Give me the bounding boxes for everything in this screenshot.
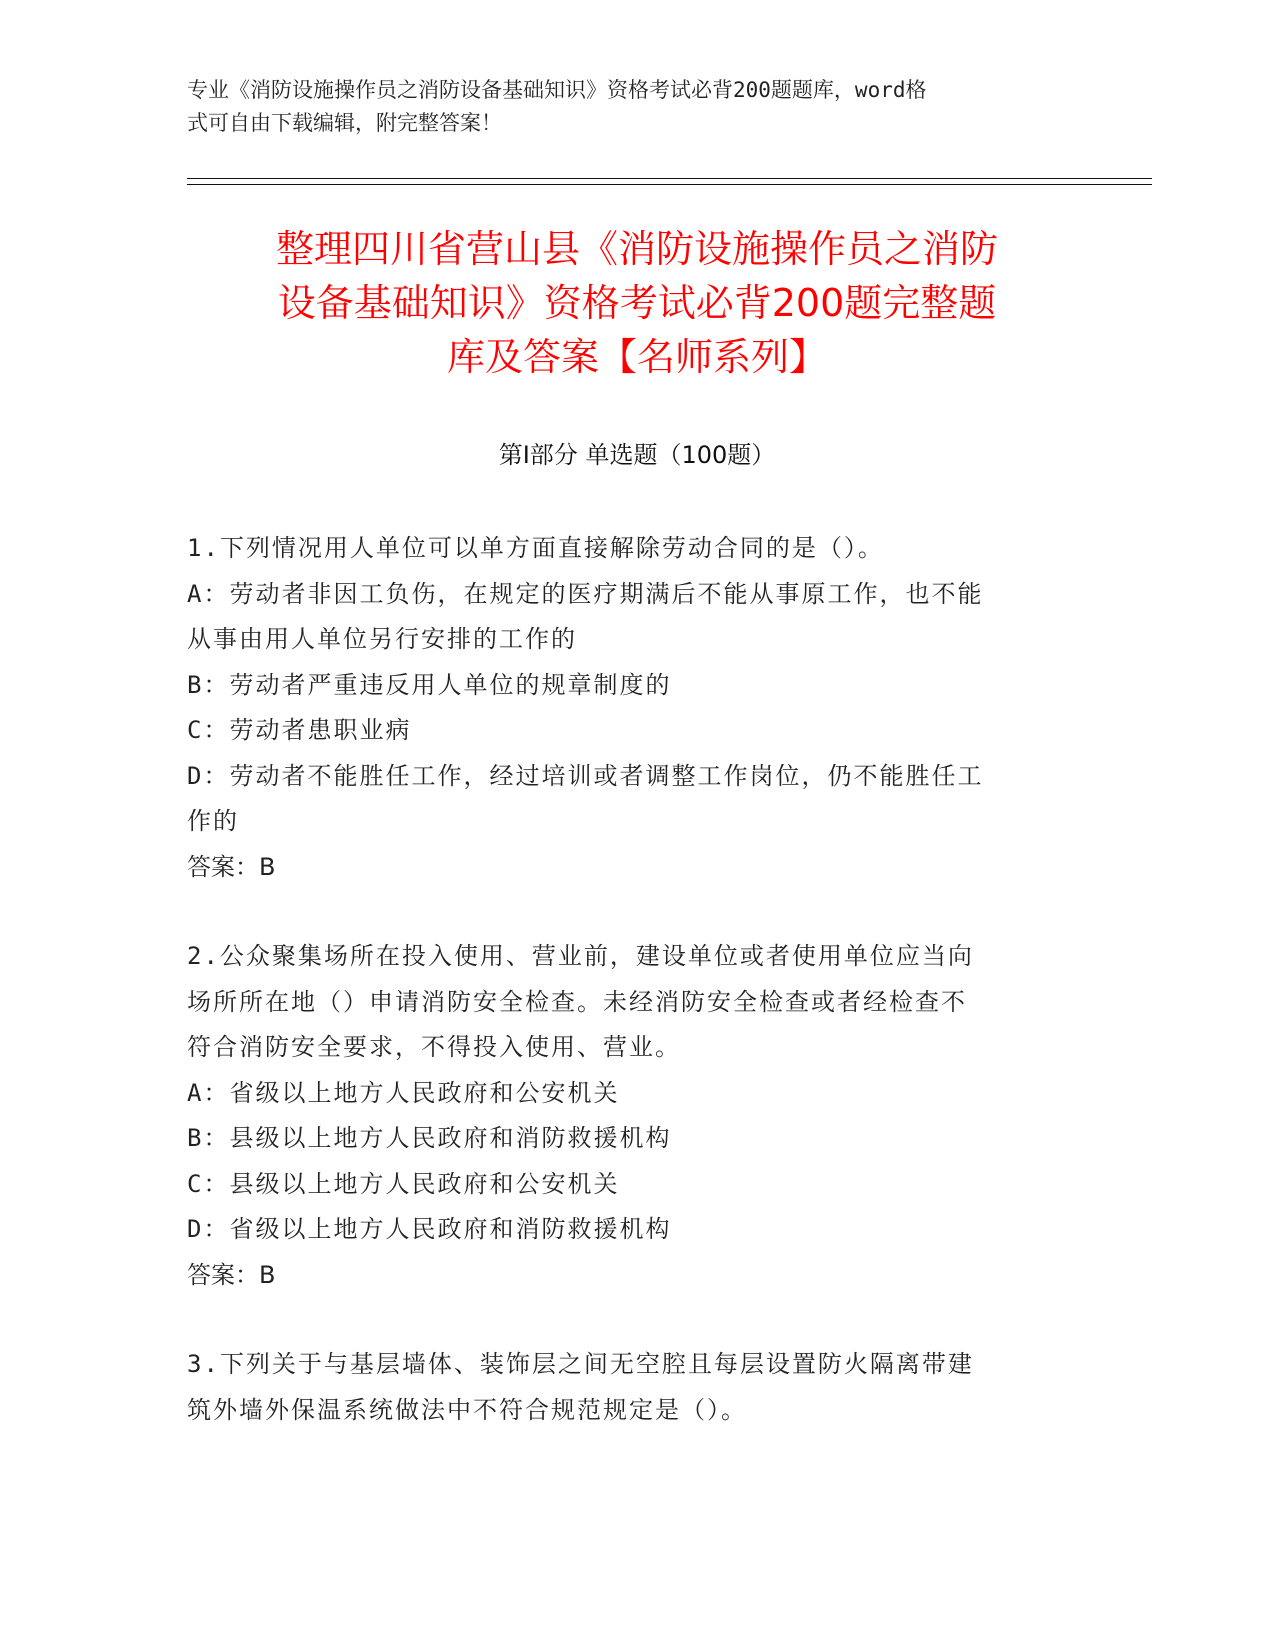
question-stem-line-2: 筑外墙外保温系统做法中不符合规范规定是（）。 (187, 1395, 747, 1424)
option-d-line-2: 作的 (187, 807, 239, 835)
document-title-line-1: 整理四川省营山县《消防设施操作员之消防 (275, 227, 998, 271)
question-stem-line-1: 2.公众聚集场所在投入使用、营业前，建设单位或者使用单位应当向 (187, 942, 974, 970)
question-2 (187, 934, 1067, 1298)
header-note (187, 74, 1067, 140)
option-b: B：县级以上地方人民政府和消防救援机构 (187, 1124, 672, 1152)
answer: 答案：B (187, 1260, 276, 1289)
question-3 (187, 1342, 1067, 1433)
option-c: C：劳动者患职业病 (187, 716, 412, 744)
header-note-line-2: 式可自由下载编辑，附完整答案！ (187, 111, 502, 135)
question-1 (187, 526, 1067, 890)
document-title-line-2: 设备基础知识》资格考试必背200题完整题 (277, 281, 997, 325)
question-stem-line-2: 场所所在地（）申请消防安全检查。未经消防安全检查或者经检查不 (187, 987, 967, 1016)
document-title-line-3: 库及答案【名师系列】 (446, 335, 827, 379)
option-a-line-1: A：劳动者非因工负伤，在规定的医疗期满后不能从事原工作，也不能 (187, 579, 984, 608)
option-d: D：省级以上地方人民政府和消防救援机构 (187, 1215, 672, 1243)
question-stem-line-1: 3.下列关于与基层墙体、装饰层之间无空腔且每层设置防火隔离带建 (187, 1350, 974, 1378)
option-a: A：省级以上地方人民政府和公安机关 (187, 1078, 620, 1107)
option-a-line-2: 从事由用人单位另行安排的工作的 (187, 625, 577, 653)
header-note-line-1: 专业《消防设施操作员之消防设备基础知识》资格考试必背200题题库，word格 (187, 78, 927, 102)
option-b: B：劳动者严重违反用人单位的规章制度的 (187, 670, 672, 699)
question-stem-line-3: 符合消防安全要求，不得投入使用、营业。 (187, 1033, 681, 1061)
section-heading: 第Ⅰ部分 单选题（100题） (498, 441, 776, 469)
option-c: C：县级以上地方人民政府和公安机关 (187, 1169, 620, 1198)
header-divider-top (187, 178, 1152, 179)
option-d-line-1: D：劳动者不能胜任工作，经过培训或者调整工作岗位，仍不能胜任工 (187, 761, 984, 790)
header-divider-bottom (187, 184, 1152, 185)
question-stem: 1.下列情况用人单位可以单方面直接解除劳动合同的是（）。 (187, 534, 884, 562)
document-title (187, 222, 1087, 384)
answer: 答案：B (187, 852, 276, 881)
